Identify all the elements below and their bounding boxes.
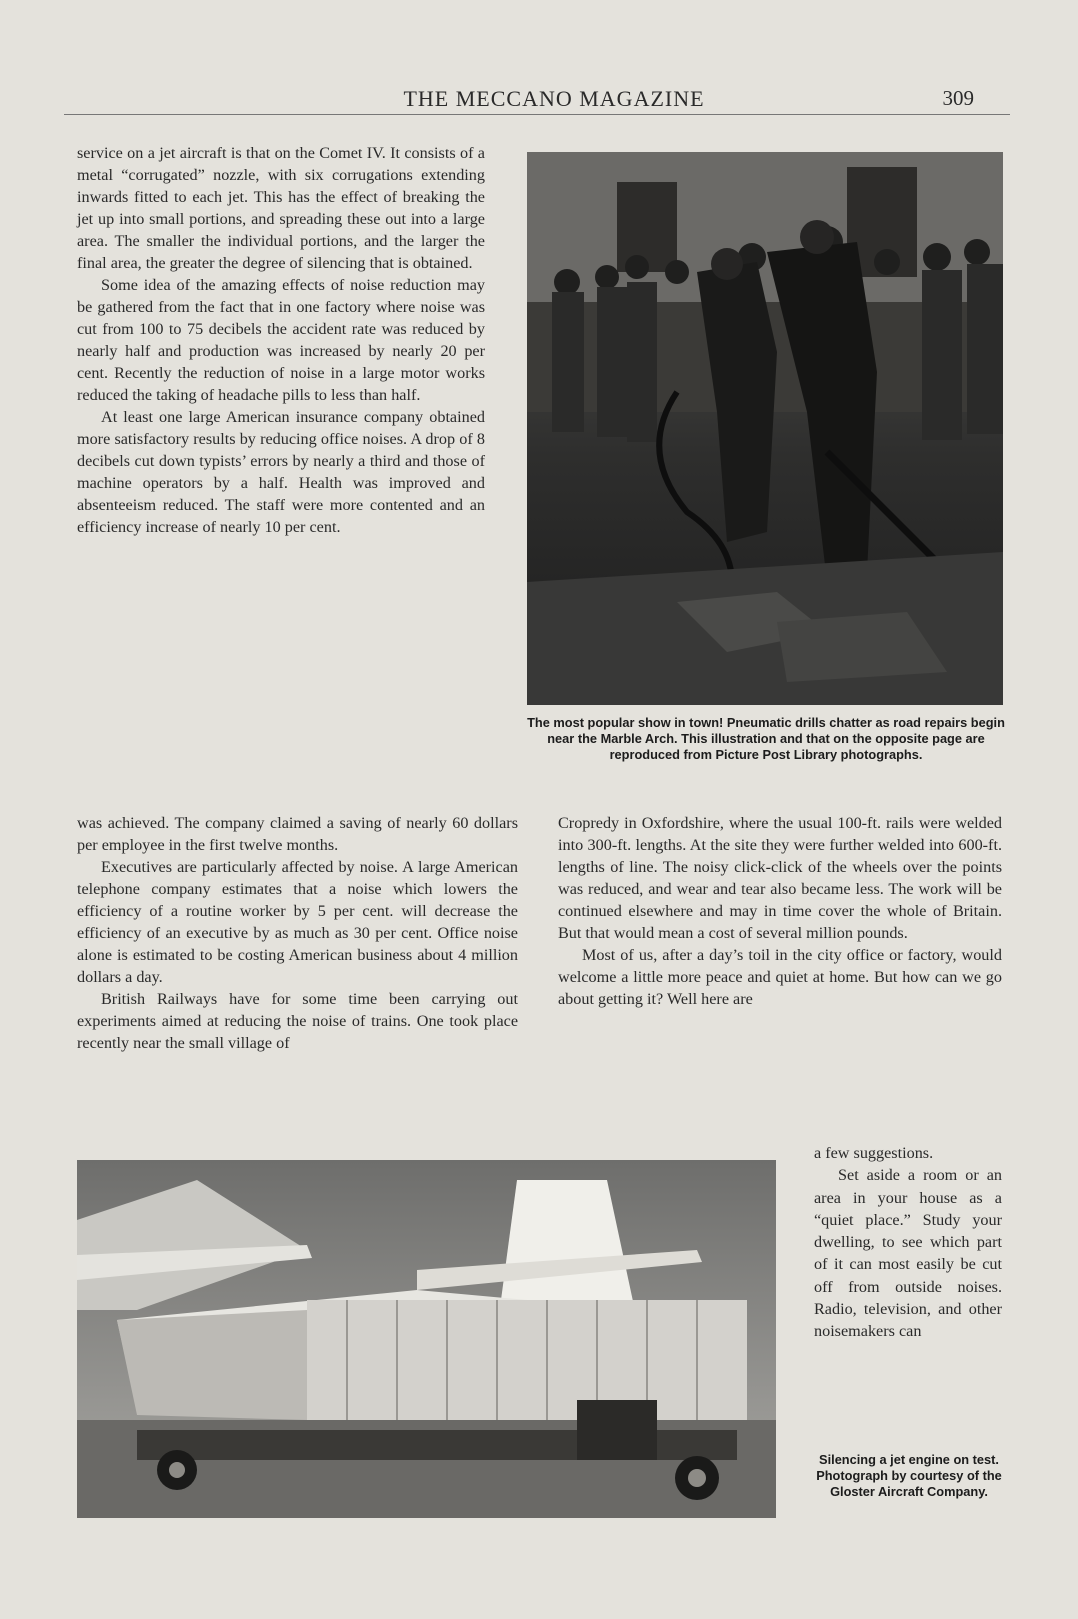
- paragraph: Most of us, after a day’s toil in the city office or factory, would welcome a little more peace and quiet at home. But how can we go about getting it? Well here are: [558, 946, 1002, 1008]
- paragraph: Cropredy in Oxfordshire, where the usual 100-ft. rails were welded into 300-ft. lengths. At the site they were further welded into 600-ft. lengths of line. The noisy click-click of the wheels over the points was reduced, and wear and tear also became less. The work will be continued elsewhere and may in time cover the whole of Britain. But that would mean a cost of several million pounds.: [558, 814, 1002, 942]
- jet-engine-caption: Silencing a jet engine on test. Photograph by courtesy of the Gloster Aircraft Company.: [816, 1452, 1002, 1499]
- left-column-bottom: [77, 812, 518, 1054]
- road-repair-photo: [527, 152, 1003, 705]
- road-repair-caption: The most popular show in town! Pneumatic drills chatter as road repairs begin near the Marble Arch. This illustration and that on the opposite page are reproduced from Picture Post Library photographs.: [527, 715, 1005, 762]
- paragraph: Some idea of the amazing effects of noise reduction may be gathered from the fact that in one factory where noise was cut from 100 to 75 decibels the accident rate was reduced by nearly half and production was increased by nearly 20 per cent. Recently the reduction of noise in a large motor works reduced the taking of headache pills to less than half.: [77, 276, 485, 404]
- left-column-top: [77, 142, 485, 538]
- magazine-title: THE MECCANO MAGAZINE: [403, 86, 705, 111]
- jet-engine-photo: [77, 1160, 776, 1518]
- right-column: [558, 812, 1002, 1010]
- right-column-narrow: [814, 1142, 1002, 1343]
- paragraph: a few suggestions.: [814, 1144, 934, 1162]
- page-header: [64, 84, 1010, 115]
- paragraph: British Railways have for some time been carrying out experiments aimed at reducing the noise of trains. One took place recently near the small village of: [77, 990, 518, 1052]
- paragraph: Set aside a room or an area in your house as a “quiet place.” Study your dwelling, to see which part of it can most easily be cut off from outside noises. Radio, television, and other noisemakers can: [814, 1166, 1002, 1341]
- paragraph: At least one large American insurance company obtained more satisfactory results by reducing office noises. A drop of 8 decibels cut down typists’ errors by nearly a third and those of machine operators by a half. Health was improved and absenteeism reduced. The staff were more contented and an efficiency increase of nearly 10 per cent.: [77, 408, 485, 536]
- paragraph: was achieved. The company claimed a saving of nearly 60 dollars per employee in the first twelve months.: [77, 814, 518, 854]
- paragraph: Executives are particularly affected by noise. A large American telephone company estimates that a noise which lowers the efficiency of a routine worker by 5 per cent. will decrease the efficiency of an executive by as much as 30 per cent. Office noise alone is estimated to be costing American business about 4 million dollars a day.: [77, 858, 518, 986]
- page-number: 309: [942, 86, 974, 110]
- paragraph: service on a jet aircraft is that on the Comet IV. It consists of a metal “corrugated” nozzle, with six corrugations extending inwards fitted to each jet. This has the effect of breaking the jet up into small portions, and spreading these out into a large area. The smaller the individual portions, and the larger the final area, the greater the degree of silencing that is obtained.: [77, 144, 485, 272]
